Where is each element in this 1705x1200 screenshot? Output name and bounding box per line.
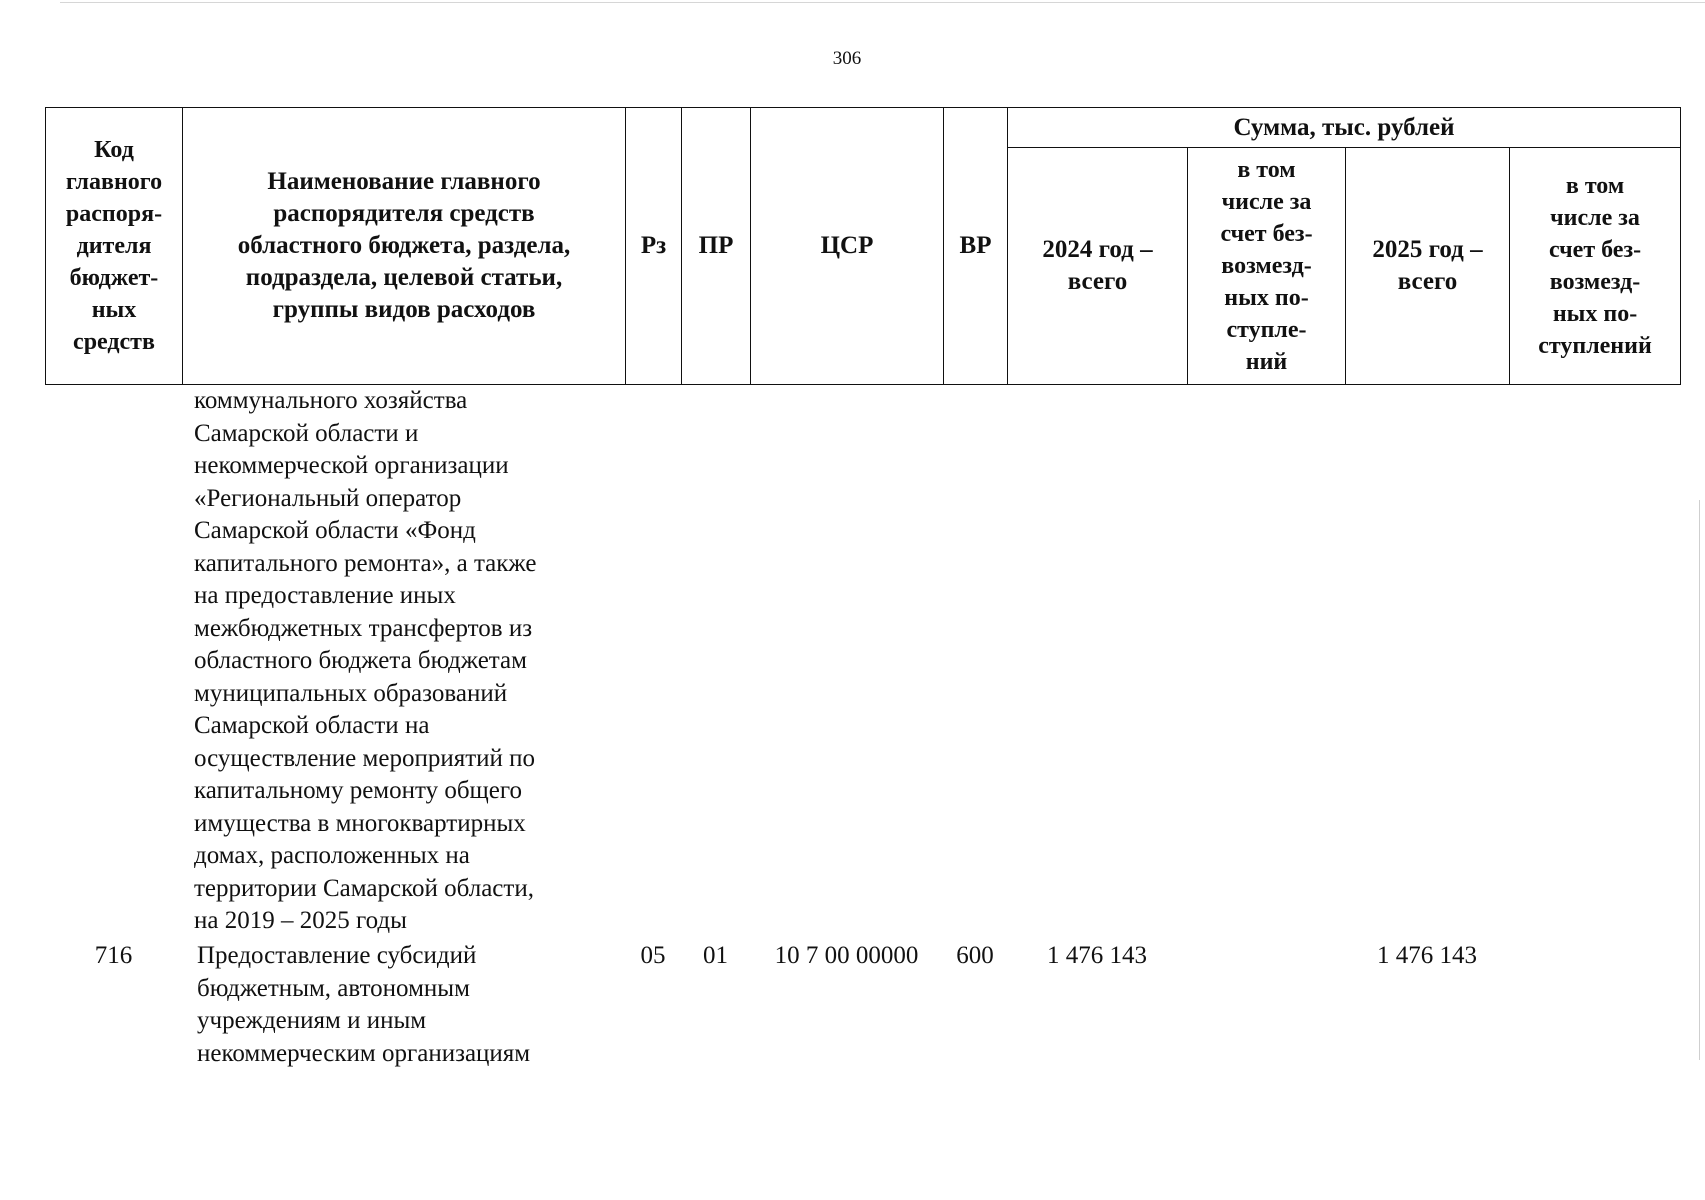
header-2024-free: в том числе за счет без- возмезд- ных по- ступле- ний (1188, 148, 1346, 385)
header-pr: ПР (682, 108, 751, 385)
header-2025-total: 2025 год – всего (1346, 148, 1510, 385)
row-code: 716 (94, 942, 133, 969)
header-sum: Сумма, тыс. рублей (1008, 108, 1681, 148)
row-rz: 05 (640, 942, 666, 969)
page-number: 306 (832, 48, 862, 69)
header-csr: ЦСР (751, 108, 944, 385)
header-name: Наименование главного распорядителя средств областного бюджета, раздела, подраздела, целевой статьи, группы видов расходов (183, 108, 626, 385)
row-name: Предоставление субсидий бюджетным, автономным учреждениям и иным некоммерческим организациям (197, 942, 531, 1067)
row-csr: 10 7 00 00000 (774, 942, 919, 969)
header-2025-free: в том числе за счет без- возмезд- ных по- ступлений (1510, 148, 1681, 385)
row-2025-total: 1 476 143 (1377, 942, 1477, 969)
row-pr: 01 (703, 942, 728, 969)
scan-edge-right (1699, 500, 1700, 1060)
header-rz: Рз (626, 108, 682, 385)
row-vr: 600 (956, 942, 994, 969)
scan-edge-top (60, 2, 1705, 3)
header-code: Код главного распоря- дителя бюджет- ных средств (46, 108, 183, 385)
header-vr: ВР (944, 108, 1008, 385)
table-header (45, 107, 1681, 385)
header-2024-total: 2024 год – всего (1008, 148, 1188, 385)
row-2024-total: 1 476 143 (1047, 942, 1147, 969)
description-continuation: коммунального хозяйства Самарской области и некоммерческой организации «Региональный оператор Самарской области «Фонд капитального ремонта», а также на предоставление иных межбюджетных трансфертов из областного бюджета бюджетам муниципальных образований Самарской области на осуществление мероприятий по капитальному ремонту общего имущества в многоквартирных домах, расположенных на территории Самарской области, на 2019 – 2025 годы (194, 387, 537, 934)
